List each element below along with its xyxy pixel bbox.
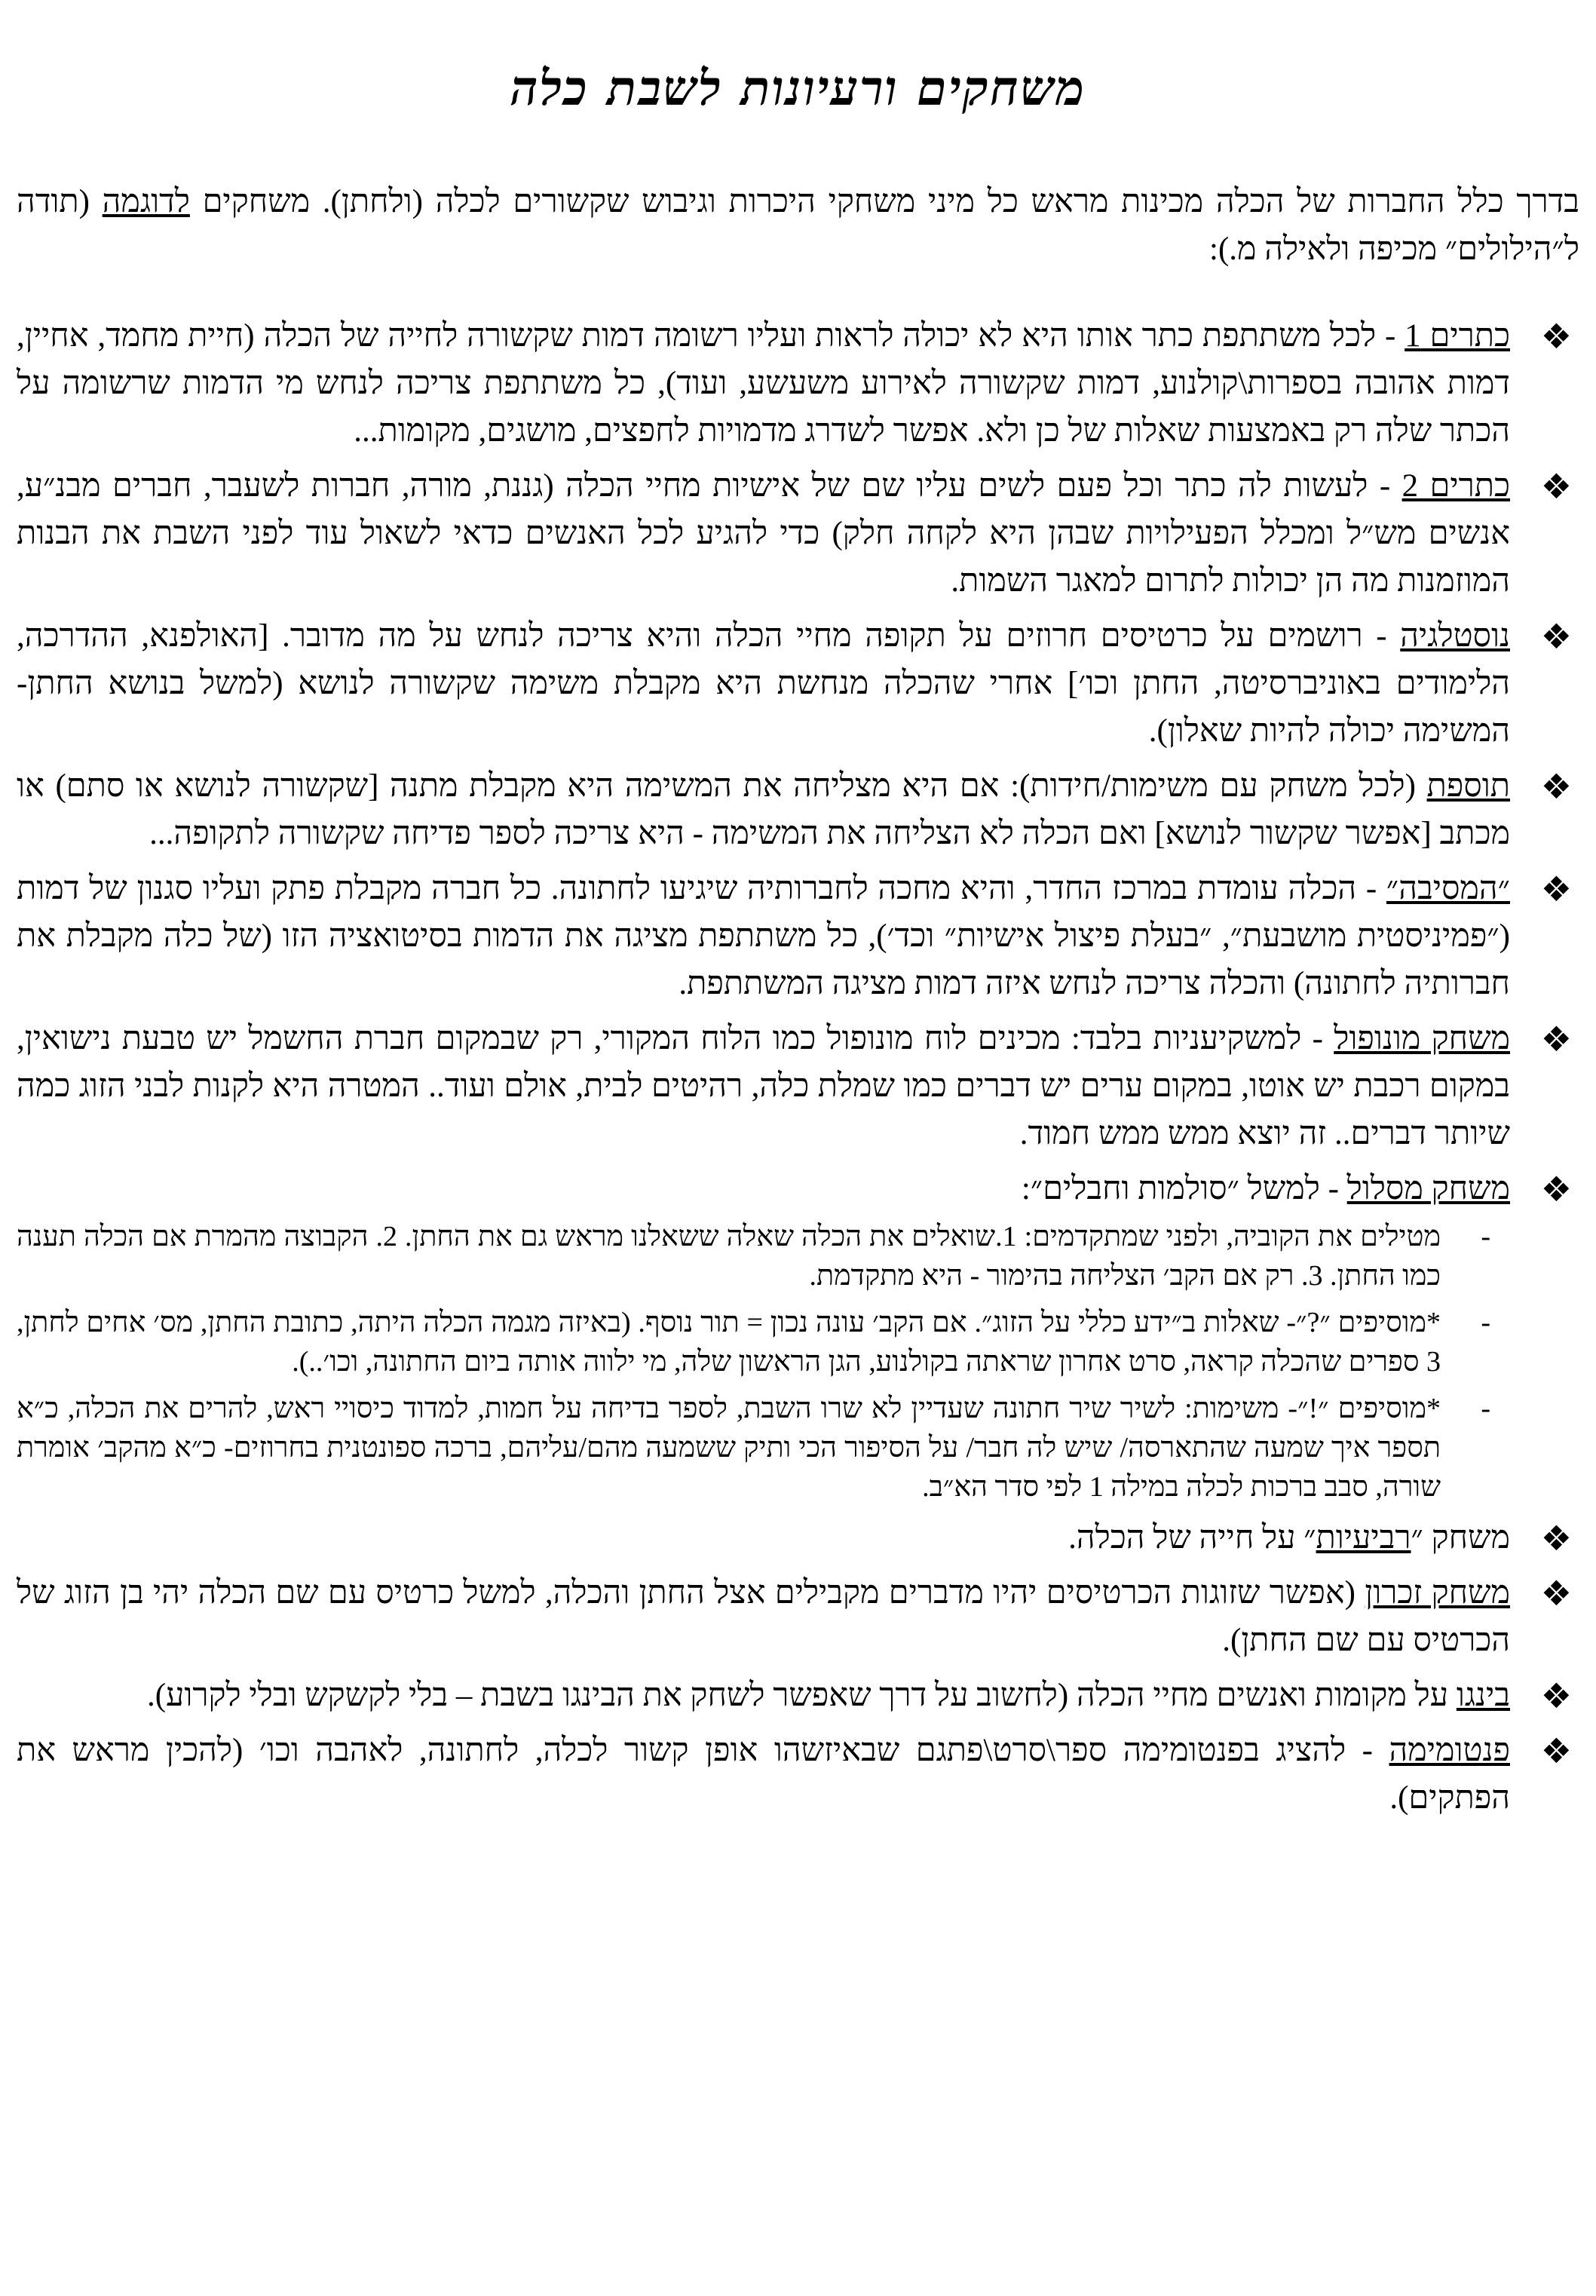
list-item <box>17 1672 1579 1719</box>
item-title: משחק זכרון <box>1365 1575 1510 1611</box>
list-item <box>17 1514 1579 1562</box>
list-item <box>17 865 1579 1007</box>
sub-item-text: *מוסיפים ״!״- משימות: לשיר שיר חתונה שעדיין לא שרו השבת, לספר בדיחה על חמות, למדוד כיסויי ראש, להרים את הכלה, כ״א תספר איך שמעה שהתארסה/ שיש לה חבר/ על הסיפור הכי ותיק ששמעה מהם/עליהם, ברכה ספונטנית בחרוזים- כ״א מהקב׳ אומרת שורה, סבב ברכות לכלה במילה 1 לפי סדר הא״ב. <box>17 1393 1441 1503</box>
sub-list-item <box>17 1303 1510 1381</box>
item-title: בינגו <box>1456 1678 1510 1713</box>
item-title: פנטומימה <box>1389 1733 1510 1768</box>
item-title: תוספת <box>1426 768 1510 804</box>
dash-icon: - <box>1481 1393 1490 1424</box>
item-text: - למשל ״סולמות וחבלים״: <box>1021 1171 1347 1206</box>
item-prefix: משחק ״ <box>1411 1520 1510 1556</box>
list-item <box>17 1727 1579 1822</box>
list-item <box>17 312 1579 455</box>
document-body <box>17 178 1579 1829</box>
item-title: משחק מסלול <box>1346 1171 1510 1206</box>
sub-item-text: מטילים את הקוביה, ולפני שמתקדמים: 1.שואלים את הכלה שאלה ששאלנו מראש גם את החתן. 2. הקבוצה מהמרת אם הכלה תענה כמו החתן. 3. רק אם הקב׳ הצליחה בהימור - היא מתקדמת. <box>17 1221 1441 1292</box>
sub-list <box>17 1217 1510 1507</box>
item-text: - רושמים על כרטיסים חרוזים על תקופה מחיי הכלה והיא צריכה לנחש על מה מדובר. [האולפנא, ההדרכה, הלימודים באוניברסיטה, החתן וכו׳] אחרי שהכלה מנחשת היא מקבלת משימה שקשורה לנושא (למשל בנושא החתן- המשימה יכולה להיות שאלון). <box>17 618 1510 749</box>
item-text: (לכל משחק עם משימות/חידות): אם היא מצליחה את המשימה היא מקבלת מתנה [שקשורה לנושא או סתם) או מכתב [אפשר שקשור לנושא] ואם הכלה לא הצליחה את המשימה - היא צריכה לספר פדיחה שקשורה לתקופה... <box>17 768 1510 851</box>
four-diamond-icon: ❖ <box>1540 616 1572 657</box>
four-diamond-icon: ❖ <box>1540 1730 1572 1771</box>
list-item <box>17 1165 1579 1507</box>
four-diamond-icon: ❖ <box>1540 869 1572 909</box>
item-text: - לכל משתתפת כתר אותו היא לא יכולה לראות ועליו רשומה דמות שקשורה לחייה של הכלה (חיית מחמד, אחיין, דמות אהובה בספרות\קולנוע, דמות שקשורה לאירוע משעשע, ועוד), כל משתתפת צריכה לנחש מי הדמות שרשומה על הכתר שלה רק באמצעות שאלות של כן ולא. אפשר לשדרג מדמויות לחפצים, מושגים, מקומות... <box>17 318 1510 449</box>
item-title: נוסטלגיה <box>1400 618 1510 654</box>
intro-underlined-word: לדוגמה <box>102 184 190 219</box>
list-item <box>17 462 1579 605</box>
four-diamond-icon: ❖ <box>1540 1518 1572 1559</box>
sub-item-text: *מוסיפים ״?״- שאלות ב״ידע כללי על הזוג״. אם הקב׳ עונה נכון = תור נוסף. (באיזה מגמה הכלה היתה, כתובת החתן, מס׳ אחים לחתן, 3 ספרים שהכלה קראה, סרט אחרון שראתה בקולנוע, הגן הראשון שלה, מי ילווה אותה ביום החתונה, וכו׳..). <box>17 1307 1441 1378</box>
item-text: - להציג בפנטומימה ספר\סרט\פתגם שבאיזשהו אופן קשור לכלה, לחתונה, לאהבה וכו׳ (להכין מראש את הפתקים). <box>17 1733 1510 1816</box>
item-text: - למשקיעניות בלבד: מכינים לוח מונופול כמו הלוח המקורי, רק שבמקום חברת החשמל יש טבעת נישואין, במקום רכבת יש אוטו, במקום ערים יש דברים כמו שמלת כלה, רהיטים לבית, אולם ועוד.. המטרה היא לקנות לבני הזוג כמה שיותר דברים.. זה יוצא ממש ממש חמוד. <box>17 1021 1510 1151</box>
page-title: משחקים ורעיונות לשבת כלה <box>510 60 1086 117</box>
item-text: ״ על חייה של הכלה. <box>1068 1520 1316 1556</box>
item-title: ״המסיבה״ <box>1386 871 1510 906</box>
item-title: כתרים 2 <box>1401 468 1510 504</box>
item-text: - הכלה עומדת במרכז החדר, והיא מחכה לחברותיה שיגיעו לחתונה. כל חברה מקבלת פתק ועליו סגנון של דמות (״פמיניסטית מושבעת״, ״בעלת פיצול אישיות״ וכד׳), כל משתתפת מציגה את הדמות בסיטואציה הזו (של כלה מקבלת את חברותיה לחתונה) והכלה צריכה לנחש איזה דמות מציגה המשתתפת. <box>17 871 1510 1001</box>
intro-paragraph <box>17 178 1579 273</box>
four-diamond-icon: ❖ <box>1540 766 1572 807</box>
list-item <box>17 1015 1579 1157</box>
item-title: רביעיות <box>1316 1520 1411 1556</box>
dash-icon: - <box>1481 1307 1490 1338</box>
four-diamond-icon: ❖ <box>1540 466 1572 507</box>
sub-list-item <box>17 1389 1510 1507</box>
item-title: כתרים 1 <box>1405 318 1510 354</box>
sub-list-item <box>17 1217 1510 1295</box>
item-title: משחק מונופול <box>1334 1021 1510 1056</box>
intro-text-before: בדרך כלל החברות של הכלה מכינות מראש כל מיני משחקי היכרות וגיבוש שקשורים לכלה (ולחתן). משחקים <box>189 184 1579 219</box>
item-text: על מקומות ואנשים מחיי הכלה (לחשוב על דרך שאפשר לשחק את הבינגו בשבת – בלי לקשקש ובלי לקרוע). <box>146 1678 1457 1713</box>
dash-icon: - <box>1481 1221 1490 1252</box>
item-text: - לעשות לה כתר וכל פעם לשים עליו שם של אישיות מחיי הכלה (גננת, מורה, חברות לשעבר, חברים מבנ״ע, אנשים מש״ל ומכלל הפעילויות שבהן היא לקחה חלק) כדי להגיע לכל האנשים כדאי לשאול עוד לפני השבת את הבנות המוזמנות מה הן יכולות לתרום למאגר השמות. <box>17 468 1510 599</box>
four-diamond-icon: ❖ <box>1540 316 1572 357</box>
four-diamond-icon: ❖ <box>1540 1675 1572 1716</box>
four-diamond-icon: ❖ <box>1540 1019 1572 1059</box>
intro-text-after: (תודה ל״הילולים״ מכיפה ולאילה מ.): <box>17 184 1579 267</box>
list-item <box>17 612 1579 755</box>
four-diamond-icon: ❖ <box>1540 1169 1572 1209</box>
item-text: (אפשר שזוגות הכרטיסים יהיו מדברים מקבילים אצל החתן והכלה, למשל כרטיס עם שם הכלה יהי בן הזוג של הכרטיס עם שם החתן). <box>17 1575 1510 1658</box>
list-item <box>17 762 1579 857</box>
list-item <box>17 1569 1579 1664</box>
games-list <box>17 312 1579 1822</box>
four-diamond-icon: ❖ <box>1540 1573 1572 1614</box>
